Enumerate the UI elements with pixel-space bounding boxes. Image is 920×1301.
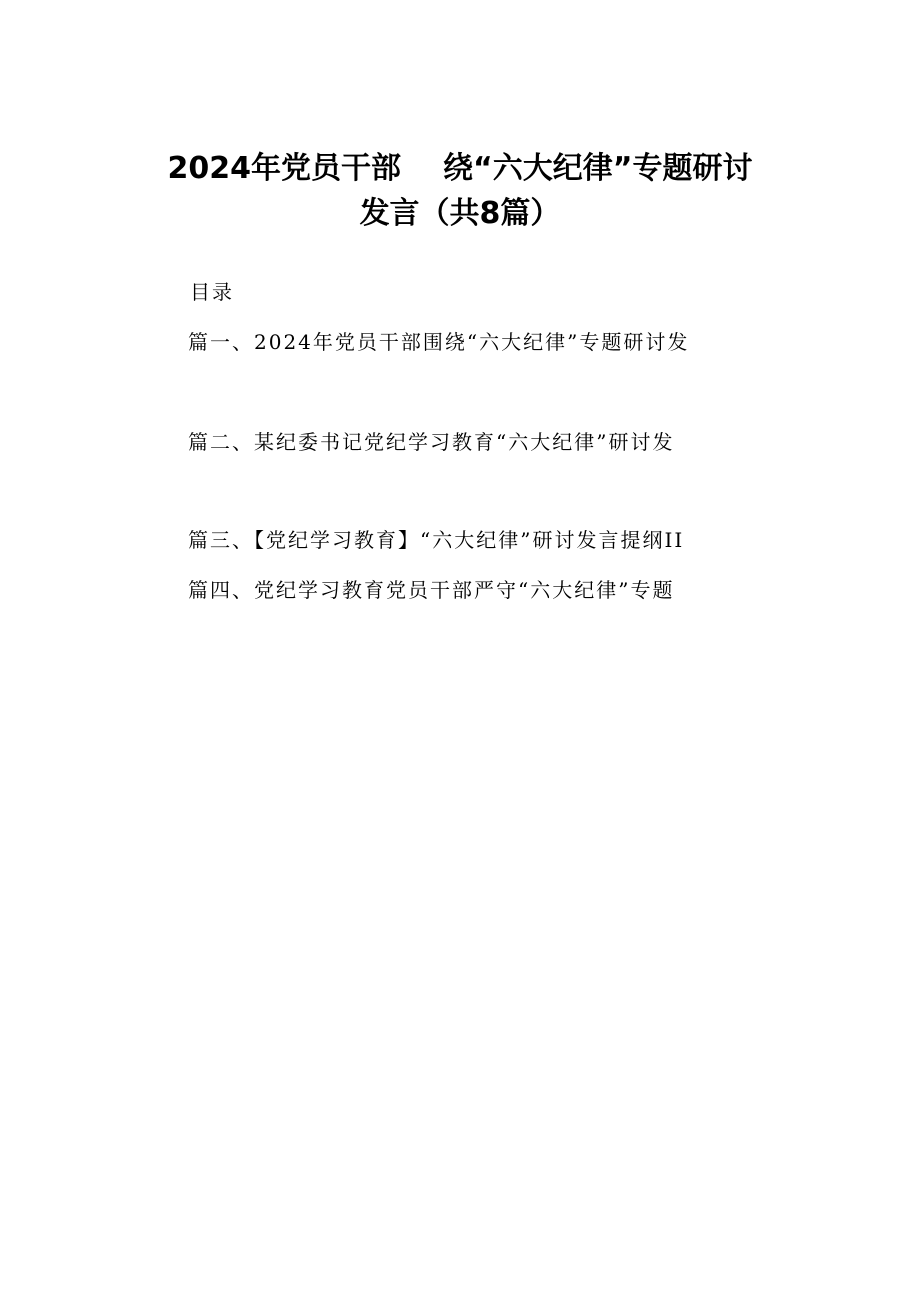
- document-title-line-2: 发言（共8篇）: [359, 196, 561, 231]
- document-title-line-1: [0, 150, 920, 188]
- toc-item-4: 篇四、党纪学习教育党员干部严守“六大纪律”专题: [188, 578, 675, 602]
- title-part-1: 2024年党员干部: [167, 151, 402, 186]
- toc-item-1: 篇一、2024年党员干部围绕“六大纪律”专题研讨发: [188, 330, 690, 354]
- toc-item-2: 篇二、某纪委书记党纪学习教育“六大纪律”研讨发: [188, 430, 675, 454]
- toc-label: 目录: [190, 280, 234, 304]
- title-part-2: 绕“六大纪律”专题研讨: [443, 151, 753, 186]
- toc-item-3: 篇三、【党纪学习教育】“六大纪律”研讨发言提纲II: [188, 528, 685, 552]
